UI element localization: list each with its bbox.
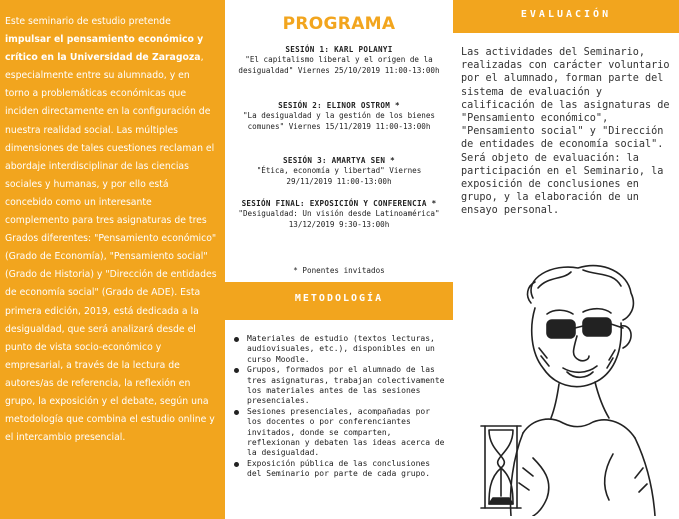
evaluacion-panel (453, 0, 679, 519)
session-1-heading: SESIÓN 1: KARL POLANYI (285, 45, 393, 54)
session-3-details: "Ética, economía y libertad" Viernes 29/11/2019 11:00-13:00h (256, 166, 422, 186)
session-1 (233, 45, 445, 76)
evaluacion-text: Las actividades del Seminario, realizadas con carácter voluntario por el alumnado, forman parte del sistema de evaluación y calificación de las asignaturas de "Pensamiento económico", "Pensamiento social" y "Dirección de entidades de economía social". Será objeto de evaluación: la participación en el Seminario, la exposición de conclusiones en grupo, y la elaboración de un ensayo personal. (461, 47, 670, 217)
session-final-details: "Desigualdad: Un visión desde Latinoamérica" 13/12/2019 9:30-13:00h (238, 209, 440, 229)
evaluacion-title: EVALUACIÓN (520, 9, 612, 20)
session-2-details: "La desigualdad y la gestión de los bienes comunes" Viernes 15/11/2019 11:00-13:00h (242, 111, 436, 131)
bullet-icon (234, 337, 239, 342)
evaluacion-header (453, 0, 679, 33)
list-item (225, 459, 453, 480)
metodologia-list (225, 334, 453, 480)
metodologia-title: METODOLOGÍA (294, 293, 384, 304)
caricature-portrait-icon (463, 258, 673, 516)
list-item (225, 407, 453, 459)
list-item-text: Materiales de estudio (textos lecturas, audiovisuales, etc.), disponibles en un curso Moodle. (247, 334, 435, 364)
programa-panel (225, 0, 453, 519)
metodologia-header (225, 282, 453, 320)
list-item (225, 334, 453, 365)
intro-text (5, 13, 217, 447)
session-1-details: "El capitalismo liberal y el origen de la desigualdad" Viernes 25/10/2019 11:00-13:00h (238, 55, 440, 75)
intro-text-part-1: Este seminario de estudio pretende (5, 16, 171, 27)
list-item-text: Sesiones presenciales, acompañadas por los docentes o por conferenciantes invitados, donde se comparten, reflexionan y debaten las ideas acerca de la desigualdad. (247, 406, 445, 458)
session-3-heading: SESIÓN 3: AMARTYA SEN * (282, 156, 396, 165)
bullet-icon (234, 462, 239, 467)
intro-text-part-2: , especialmente entre su alumnado, y en torno a problemáticas económicas que inciden directamente en la configuración de nuestra realidad social. Las múltiples dimensiones de tales cuestiones reclaman el abordaje interdisciplinar de las ciencias sociales y humanas, y por ello está concebido como un interesante complemento para tres asignaturas de tres Grados diferentes: "Pensamiento económico" (Grado de Economía), "Pensamiento social" (Grado de Historia) y "Dirección de entidades de economía social" (Grado de ADE). Esta primera edición, 2019, está dedicada a la desigualdad, que será analizará desde el punto de vista socio-económico y empresarial, a través de la lectura de autores/as de referencia, la reflexión en grupo, la exposición y el debate, según una metodología que combina el estudio online y el intercambio presencial. (5, 52, 217, 444)
session-2-heading: SESIÓN 2: ELINOR OSTROM * (278, 101, 400, 110)
session-2 (233, 101, 445, 132)
list-item-text: Exposición pública de las conclusiones del Seminario por parte de cada grupo. (247, 458, 431, 479)
intro-text-bold: impulsar el pensamiento económico y crítico en la Universidad de Zaragoza (5, 34, 204, 64)
list-item (225, 365, 453, 407)
session-3 (233, 156, 445, 187)
programa-title: PROGRAMA (282, 14, 396, 34)
session-final (233, 199, 445, 230)
bullet-icon (234, 368, 239, 373)
intro-panel (0, 0, 225, 519)
bullet-icon (234, 410, 239, 415)
list-item-text: Grupos, formados por el alumnado de las tres asignaturas, trabajan colectivamente los materiales antes de las sesiones presenciales. (247, 365, 445, 406)
invited-speakers-note: * Ponentes invitados (293, 266, 385, 275)
session-final-heading: SESIÓN FINAL: EXPOSICIÓN Y CONFERENCIA * (241, 199, 437, 208)
